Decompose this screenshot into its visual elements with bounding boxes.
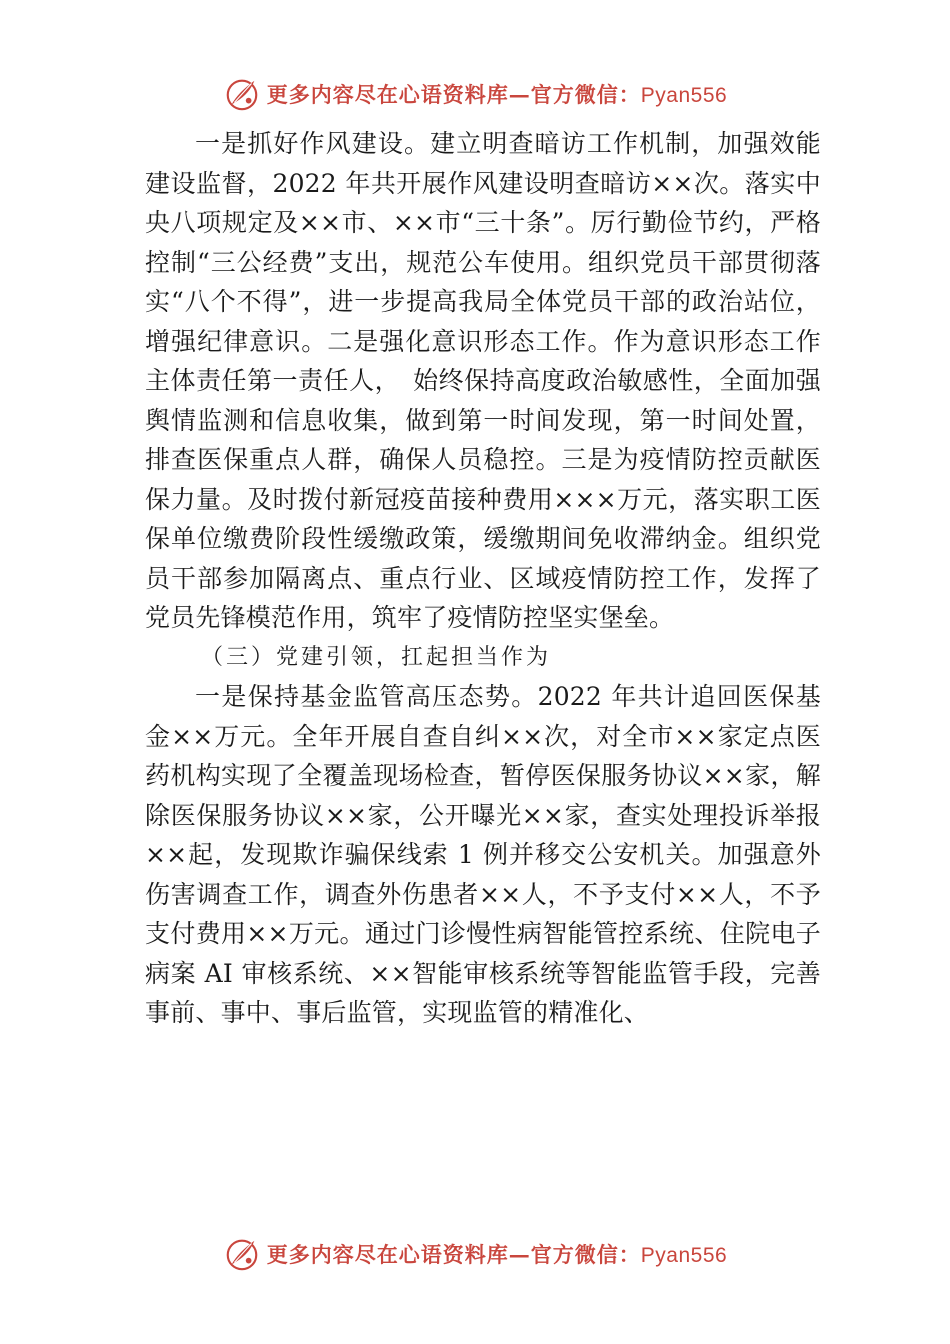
body-paragraph: 一是保持基金监管高压态势。2022 年共计追回医保基金××万元。全年开展自查自纠××次，对全市××家定点医药机构实现了全覆盖现场检查，暂停医保服务协议××家，解除医保服务协议××家，公开曝光××家，查实处理投诉举报××起，发现欺诈骗保线索 1 例并移交公安机关。加强意外伤害调查工作，调查外伤患者××人，不予支付××人，不予支付费用××万元。通过门诊慢性病智能管控系统、住院电子病案 AI 审核系统、××智能审核系统等智能监管手段，完善事前、事中、事后监管，实现监管的精准化、 bbox=[145, 682, 821, 1027]
document-body bbox=[145, 124, 821, 1033]
footer-watermark bbox=[0, 1232, 950, 1276]
feather-seal-icon bbox=[223, 75, 261, 113]
body-paragraph: 一是抓好作风建设。建立明查暗访工作机制，加强效能建设监督，2022 年共开展作风建设明查暗访××次。落实中央八项规定及××市、××市“三十条”。厉行勤俭节约，严格控制“三公经费”支出，规范公车使用。组织党员干部贯彻落实“八个不得”，进一步提高我局全体党员干部的政治站位，增强纪律意识。二是强化意识形态工作。作为意识形态工作主体责任第一责任人， 始终保持高度政治敏感性，全面加强舆情监测和信息收集，做到第一时间发现，第一时间处置，排查医保重点人群，确保人员稳控。三是为疫情防控贡献医保力量。及时拨付新冠疫苗接种费用×××万元，落实职工医保单位缴费阶段性缓缴政策，缓缴期间免收滞纳金。组织党员干部参加隔离点、重点行业、区域疫情防控工作，发挥了党员先锋模范作用，筑牢了疫情防控坚实堡垒。 bbox=[145, 129, 821, 632]
watermark-text: 更多内容尽在心语资料库—官方微信：Pyan556 bbox=[266, 1242, 728, 1267]
section-heading: （三）党建引领，扛起担当作为 bbox=[201, 644, 552, 670]
header-watermark bbox=[0, 72, 950, 116]
watermark-text: 更多内容尽在心语资料库—官方微信：Pyan556 bbox=[266, 82, 728, 107]
feather-seal-icon bbox=[223, 1235, 261, 1273]
